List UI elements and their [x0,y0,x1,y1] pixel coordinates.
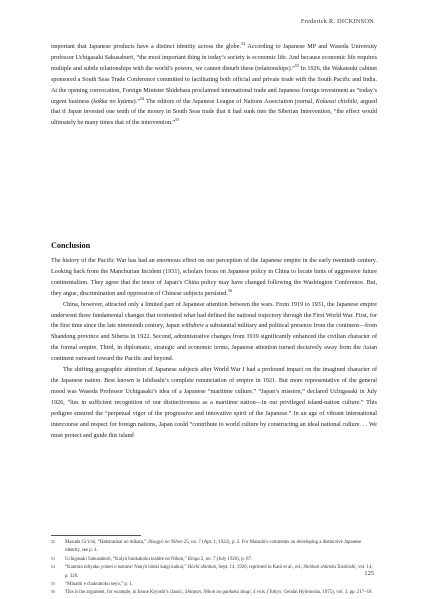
footnote-ref-54[interactable]: 54 [139,95,145,101]
footnote-number: 52 [51,540,55,544]
footnotes [51,539,377,598]
page-number: 125 [364,570,374,577]
conclusion-p2-text-2: a substantial military and political presence from the continent—from Shandong province and Siberia in 1922. Second, administrative changes from 1919 significantly enhanced the civilian character of the formal empire. Third, in diplomatic, strategic and economic terms, Japanese attention turned decisively away from the Asian continent outward toward the Pacific and beyond. [51,323,377,363]
conclusion-p3-text: The shifting geographic attention of Japanese subjects after World War I had a profound impact on the imagined character of the Japanese nation. Best known is Ishibashi’s complete renunciation of empire in 1921. But more representative of the general mood was Waseda Professor Uchigasaki’s idea of a Japanese “maritime culture.” “Japan’s mission,” declared Uchigasaki in July 1926, “lies in sufficient recognition of our distinctiveness as a maritime nation—in our privileged island-nation culture.” This pedigree ensured the “perpetual vigor of the progressive and innovative spirit of the Japanese.” In an age of vibrant international intercourse and respect for foreign nations, Japan could “contribute to world culture by constructing an ideal national culture. . . We must protect and guide this island [51,367,377,439]
footnote-text: , Sept. 14, 1926; reprinted in Katō et al., ed., [216,565,304,571]
footnote-italic: Hōchi shinbun [187,565,217,571]
footnote-54 [51,564,377,581]
footnote-italic: Shinpan, Nihon no gunkoku shugi [185,590,251,596]
intro-paragraph [51,42,377,129]
running-head: Frederick R. DICKINSON [300,18,374,25]
conclusion-paragraph-2 [51,300,377,365]
conclusion-p2-italic: withdrew [181,323,204,330]
footnote-text: Masuda Gi’ichi, “Hakurankai no mikata,” [65,540,148,545]
footnote-text: 2, no. 7 (July 1926), p. 87. [199,556,253,562]
footnote-ref-55[interactable]: 55 [175,117,180,123]
footnote-text: , 4 vols. (Tokyo: Gendai Hyōronsha, 1975), vol. 3, pp. 217–18. [250,590,373,596]
footnote-number: 53 [51,556,55,561]
footnote-56 [51,589,377,597]
intro-italic-kokka: kokka no kyūmu [93,98,134,105]
footnote-text: , vol. 14, p. 320. [65,565,373,579]
footnote-text: Uchigasaki Sakusaburō, “Kaiyō bunkakoku toshite no Nihon,” [65,556,188,562]
footnote-italic: Shinbun shūroku Taishōshi [303,565,356,571]
footnote-ref-56[interactable]: 56 [227,287,233,293]
conclusion-p2-text-1: China, however, attracted only a limited part of Japanese attention between the wars. From 1919 to 1931, the Japanese empire underwent three fundamental changes that reoriented what had defined the national trajectory through the First World War. First, for the first time since the late nineteenth century, Japan [51,301,377,330]
conclusion-body [51,256,377,441]
intro-text-1: important that Japanese products have a distinct identity across the globe. [51,44,242,50]
footnote-number: 54 [51,565,55,570]
footnote-55 [51,581,377,589]
footnote-number: 56 [51,590,55,595]
footnote-52 [51,539,377,556]
footnote-53 [51,556,377,564]
footnote-text: “Kanmin nihyaku yomei o tsurane: Nanyō bōeki kaigi kaikai,” [65,565,188,571]
intro-text-5: The editors of the Japanese League of Nations Association journal, [144,98,316,105]
intro-italic-kokusai: Kokusai chishiki [315,98,357,105]
footnote-text: “Minami e chakumoku seyo,” p. 1. [65,582,133,588]
conclusion-p1-text: The history of the Pacific War has had an enormous effect on our perception of the Japanese empire in the early twentieth century. Looking back from the Manchurian Incident (1931), scholars focus on Japanese policy in China to locate hints of aggressive future continentalism. They agree that the tenor of Japan’s China policy may have changed following the Washington Conference. But, they argue, discrimination and oppression of Chinese subjects persisted. [51,258,377,297]
footnote-italic: Kingu [187,556,200,562]
section-heading: Conclusion [51,241,91,250]
intro-text-2: According to Japanese MP and Waseda University professor Uchigasaki Sakusaburō, “the most important thing in today’s society is economic life. And because economic life requires multiple and subtle relationships with the world’s powers, we cannot disturb these (relationships).” [51,44,377,72]
conclusion-paragraph-1 [51,256,377,300]
footnote-ref-53[interactable]: 53 [294,63,300,69]
conclusion-paragraph-3 [51,365,377,441]
footnote-divider [51,535,141,536]
intro-text-4: ).” [133,98,140,105]
intro-text-3: In 1926, the Wakatsuki cabinet sponsored a South Seas Trade Conference committed to facilitating both official and private trade with the South Pacific and India. At the opening convocation, Foreign Minister Shidehara proclaimed international trade and Japanese foreign investment as “today’s urgent business ( [51,65,377,105]
footnote-ref-52[interactable]: 52 [241,41,246,47]
footnote-number: 55 [51,582,55,587]
footnote-text: This is the argument, for example, in Inoue Kiyoshi’s classic, [65,590,186,596]
intro-text-6: , argued that if Japan invested one tenth of the money in South Seas trade that it had sunk into the Siberian Intervention, “the effect would ultimately be many times that of the intervention.” [51,98,377,127]
footnote-italic: Jitsugyō no Nihon [147,540,183,545]
footnote-text: 25, no. 7 (Apr. 1, 1922), p. 2. For Masuda’s comments on developing a distinctive Japanese identity, see p. 4. [65,540,362,554]
